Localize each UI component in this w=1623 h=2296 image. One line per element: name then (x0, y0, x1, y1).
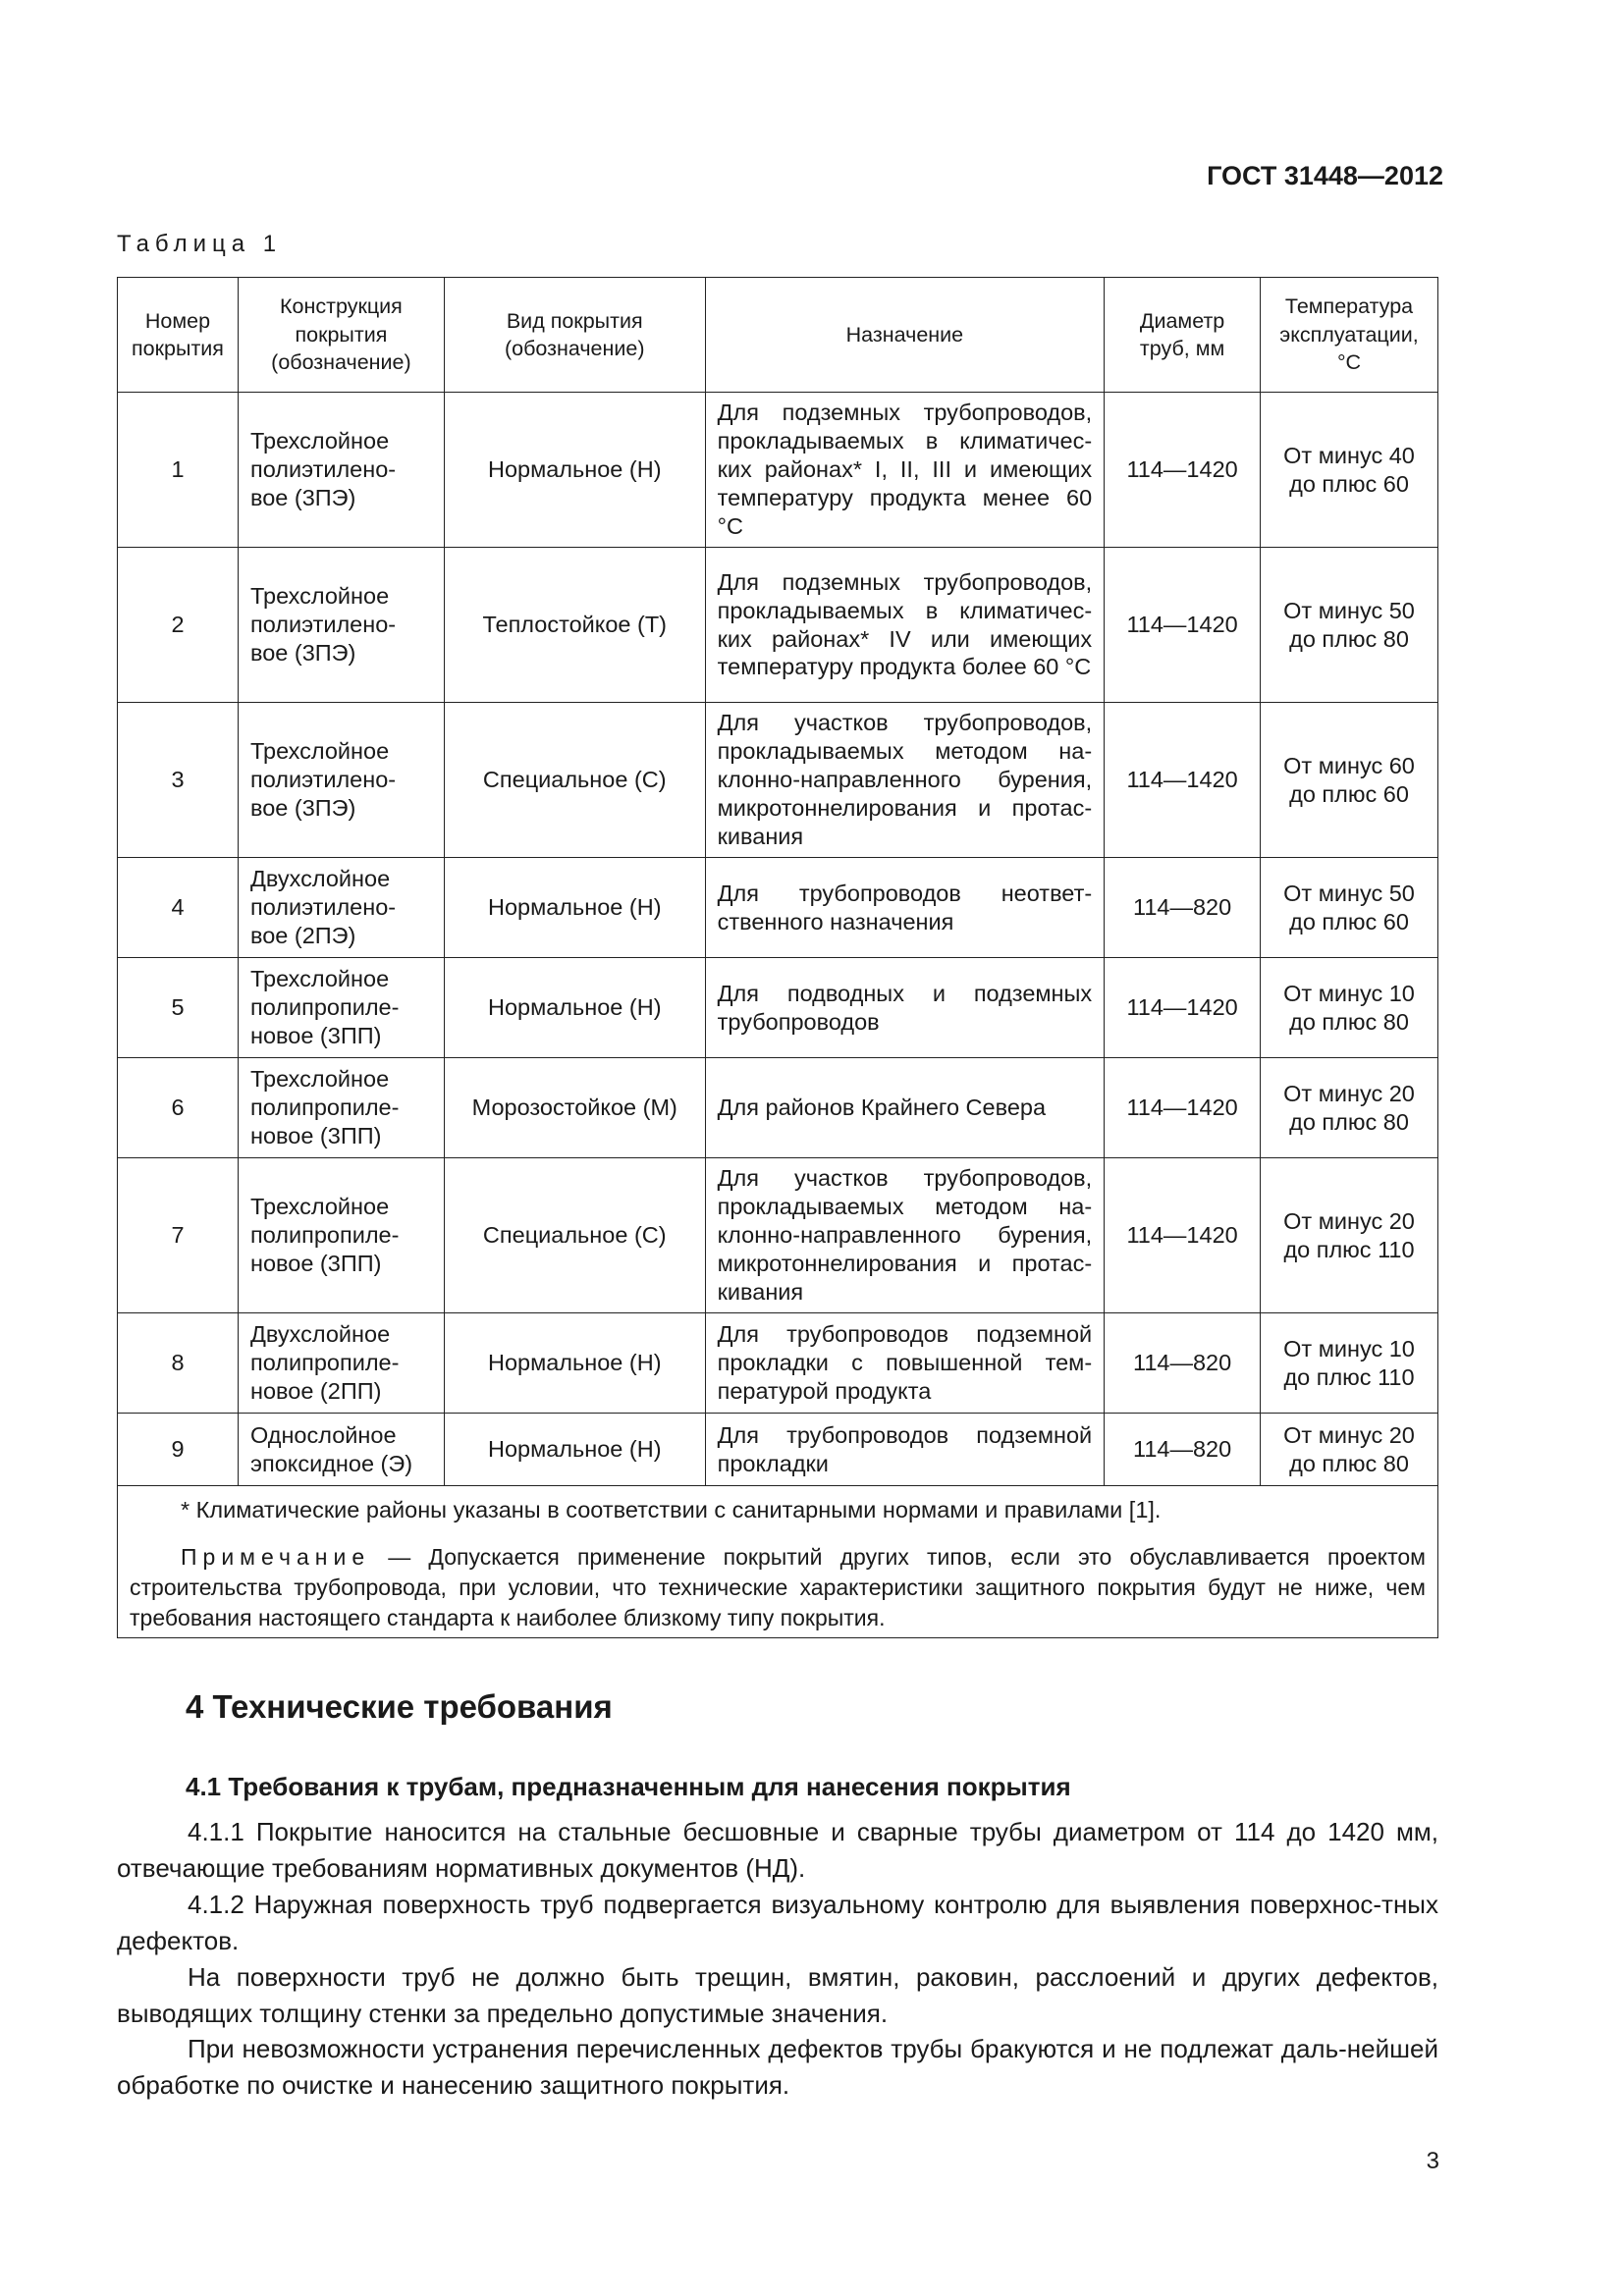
cell-construction: Трехслойное полипропиле-новое (3ПП) (238, 958, 444, 1058)
cell-num: 8 (118, 1313, 239, 1414)
cell-temperature: От минус 10 до плюс 110 (1261, 1313, 1438, 1414)
note-text: — Допускается применение покрытий других типов, если это обуславливается проектом строительства трубопровода, при условии, что технические характеристики защитного покрытия будут не ниже, чем требования настоящего стандарта к наиболее близкому типу покрытия. (130, 1543, 1426, 1630)
cell-num: 9 (118, 1414, 239, 1486)
cell-construction: Трехслойное полиэтилено-вое (3ПЭ) (238, 703, 444, 858)
table-note (130, 1542, 1426, 1633)
table-notes-row (118, 1486, 1438, 1638)
cell-diameter: 114—1420 (1105, 1058, 1261, 1158)
cell-temperature: От минус 10 до плюс 80 (1261, 958, 1438, 1058)
cell-temperature: От минус 40 до плюс 60 (1261, 393, 1438, 548)
section-body (117, 1814, 1438, 2104)
cell-purpose: Для трубопроводов подземной прокладки (705, 1414, 1105, 1486)
header-construction: Конструкция покрытия (обозначение) (238, 278, 444, 393)
table-footnote: * Климатические районы указаны в соответствии с санитарными нормами и правилами [1]. (181, 1497, 1162, 1522)
cell-diameter: 114—1420 (1105, 1158, 1261, 1313)
cell-temperature: От минус 60 до плюс 60 (1261, 703, 1438, 858)
table-row (118, 393, 1438, 548)
header-diameter: Диаметр труб, мм (1105, 278, 1261, 393)
cell-num: 4 (118, 858, 239, 958)
cell-type: Специальное (С) (444, 1158, 705, 1313)
cell-construction: Трехслойное полипропиле-новое (3ПП) (238, 1158, 444, 1313)
header-temperature: Температура эксплуатации, °С (1261, 278, 1438, 393)
cell-purpose: Для подземных трубопроводов, прокладываемых в климатичес-ких районах* IV или имеющих температуру продукта более 60 °С (705, 548, 1105, 703)
cell-temperature: От минус 50 до плюс 80 (1261, 548, 1438, 703)
note-label: Примечание (181, 1543, 371, 1570)
cell-diameter: 114—1420 (1105, 548, 1261, 703)
cell-temperature: От минус 20 до плюс 80 (1261, 1058, 1438, 1158)
table-row (118, 703, 1438, 858)
cell-construction: Двухслойное полипропиле-новое (2ПП) (238, 1313, 444, 1414)
cell-purpose: Для подводных и подземных трубопроводов (705, 958, 1105, 1058)
subsection-title: 4.1 Требования к трубам, предназначенным для нанесения покрытия (186, 1772, 1071, 1801)
cell-temperature: От минус 20 до плюс 80 (1261, 1414, 1438, 1486)
cell-num: 6 (118, 1058, 239, 1158)
cell-construction: Трехслойное полипропиле-новое (3ПП) (238, 1058, 444, 1158)
paragraph: 4.1.1 Покрытие наносится на стальные бесшовные и сварные трубы диаметром от 114 до 1420 мм, отвечающие требованиям нормативных документов (НД). (117, 1817, 1438, 1883)
table-row (118, 958, 1438, 1058)
standard-header: ГОСТ 31448—2012 (1207, 161, 1443, 190)
header-purpose: Назначение (705, 278, 1105, 393)
cell-type: Нормальное (Н) (444, 1414, 705, 1486)
cell-construction: Двухслойное полиэтилено-вое (2ПЭ) (238, 858, 444, 958)
page-number: 3 (1426, 2148, 1439, 2174)
cell-num: 1 (118, 393, 239, 548)
header-type: Вид покрытия (обозначение) (444, 278, 705, 393)
cell-temperature: От минус 50 до плюс 60 (1261, 858, 1438, 958)
table-row (118, 1058, 1438, 1158)
cell-diameter: 114—820 (1105, 858, 1261, 958)
cell-purpose: Для участков трубопроводов, прокладываемых методом на-клонно-направленного бурения, микротоннелирования и протас-кивания (705, 1158, 1105, 1313)
cell-type: Нормальное (Н) (444, 1313, 705, 1414)
table-row (118, 1414, 1438, 1486)
header-num: Номер покрытия (118, 278, 239, 393)
cell-num: 2 (118, 548, 239, 703)
cell-type: Морозостойкое (М) (444, 1058, 705, 1158)
table-notes-cell (118, 1486, 1438, 1638)
cell-type: Специальное (С) (444, 703, 705, 858)
cell-temperature: От минус 20 до плюс 110 (1261, 1158, 1438, 1313)
cell-type: Нормальное (Н) (444, 858, 705, 958)
cell-num: 7 (118, 1158, 239, 1313)
coatings-table (117, 277, 1438, 1638)
cell-type: Нормальное (Н) (444, 393, 705, 548)
cell-purpose: Для трубопроводов неответ-ственного назначения (705, 858, 1105, 958)
table-caption: Таблица 1 (117, 231, 283, 257)
cell-construction: Однослойное эпоксидное (Э) (238, 1414, 444, 1486)
table-row (118, 858, 1438, 958)
section-title: 4 Технические требования (186, 1688, 613, 1725)
cell-purpose: Для участков трубопроводов, прокладываемых методом на-клонно-направленного бурения, микротоннелирования и протас-кивания (705, 703, 1105, 858)
cell-diameter: 114—1420 (1105, 703, 1261, 858)
cell-type: Теплостойкое (Т) (444, 548, 705, 703)
table-row (118, 1158, 1438, 1313)
cell-diameter: 114—820 (1105, 1313, 1261, 1414)
cell-construction: Трехслойное полиэтилено-вое (3ПЭ) (238, 393, 444, 548)
paragraph: На поверхности труб не должно быть трещин, вмятин, раковин, расслоений и других дефектов, выводящих толщину стенки за предельно допустимые значения. (117, 1961, 1438, 2028)
cell-purpose: Для районов Крайнего Севера (705, 1058, 1105, 1158)
table-row (118, 548, 1438, 703)
cell-diameter: 114—1420 (1105, 958, 1261, 1058)
table-row (118, 1313, 1438, 1414)
paragraph: 4.1.2 Наружная поверхность труб подвергается визуальному контролю для выявления поверхнос-тных дефектов. (117, 1889, 1438, 1955)
cell-purpose: Для трубопроводов подземной прокладки с повышенной тем-пературой продукта (705, 1313, 1105, 1414)
cell-construction: Трехслойное полиэтилено-вое (3ПЭ) (238, 548, 444, 703)
paragraph: При невозможности устранения перечисленных дефектов трубы бракуются и не подлежат даль-нейшей обработке по очистке и нанесению защитного покрытия. (117, 2034, 1438, 2101)
cell-num: 5 (118, 958, 239, 1058)
cell-purpose: Для подземных трубопроводов, прокладываемых в климатичес-ких районах* I, II, III и имеющих температуру продукта менее 60 °С (705, 393, 1105, 548)
cell-type: Нормальное (Н) (444, 958, 705, 1058)
cell-diameter: 114—1420 (1105, 393, 1261, 548)
table-header-row (118, 278, 1438, 393)
cell-num: 3 (118, 703, 239, 858)
cell-diameter: 114—820 (1105, 1414, 1261, 1486)
